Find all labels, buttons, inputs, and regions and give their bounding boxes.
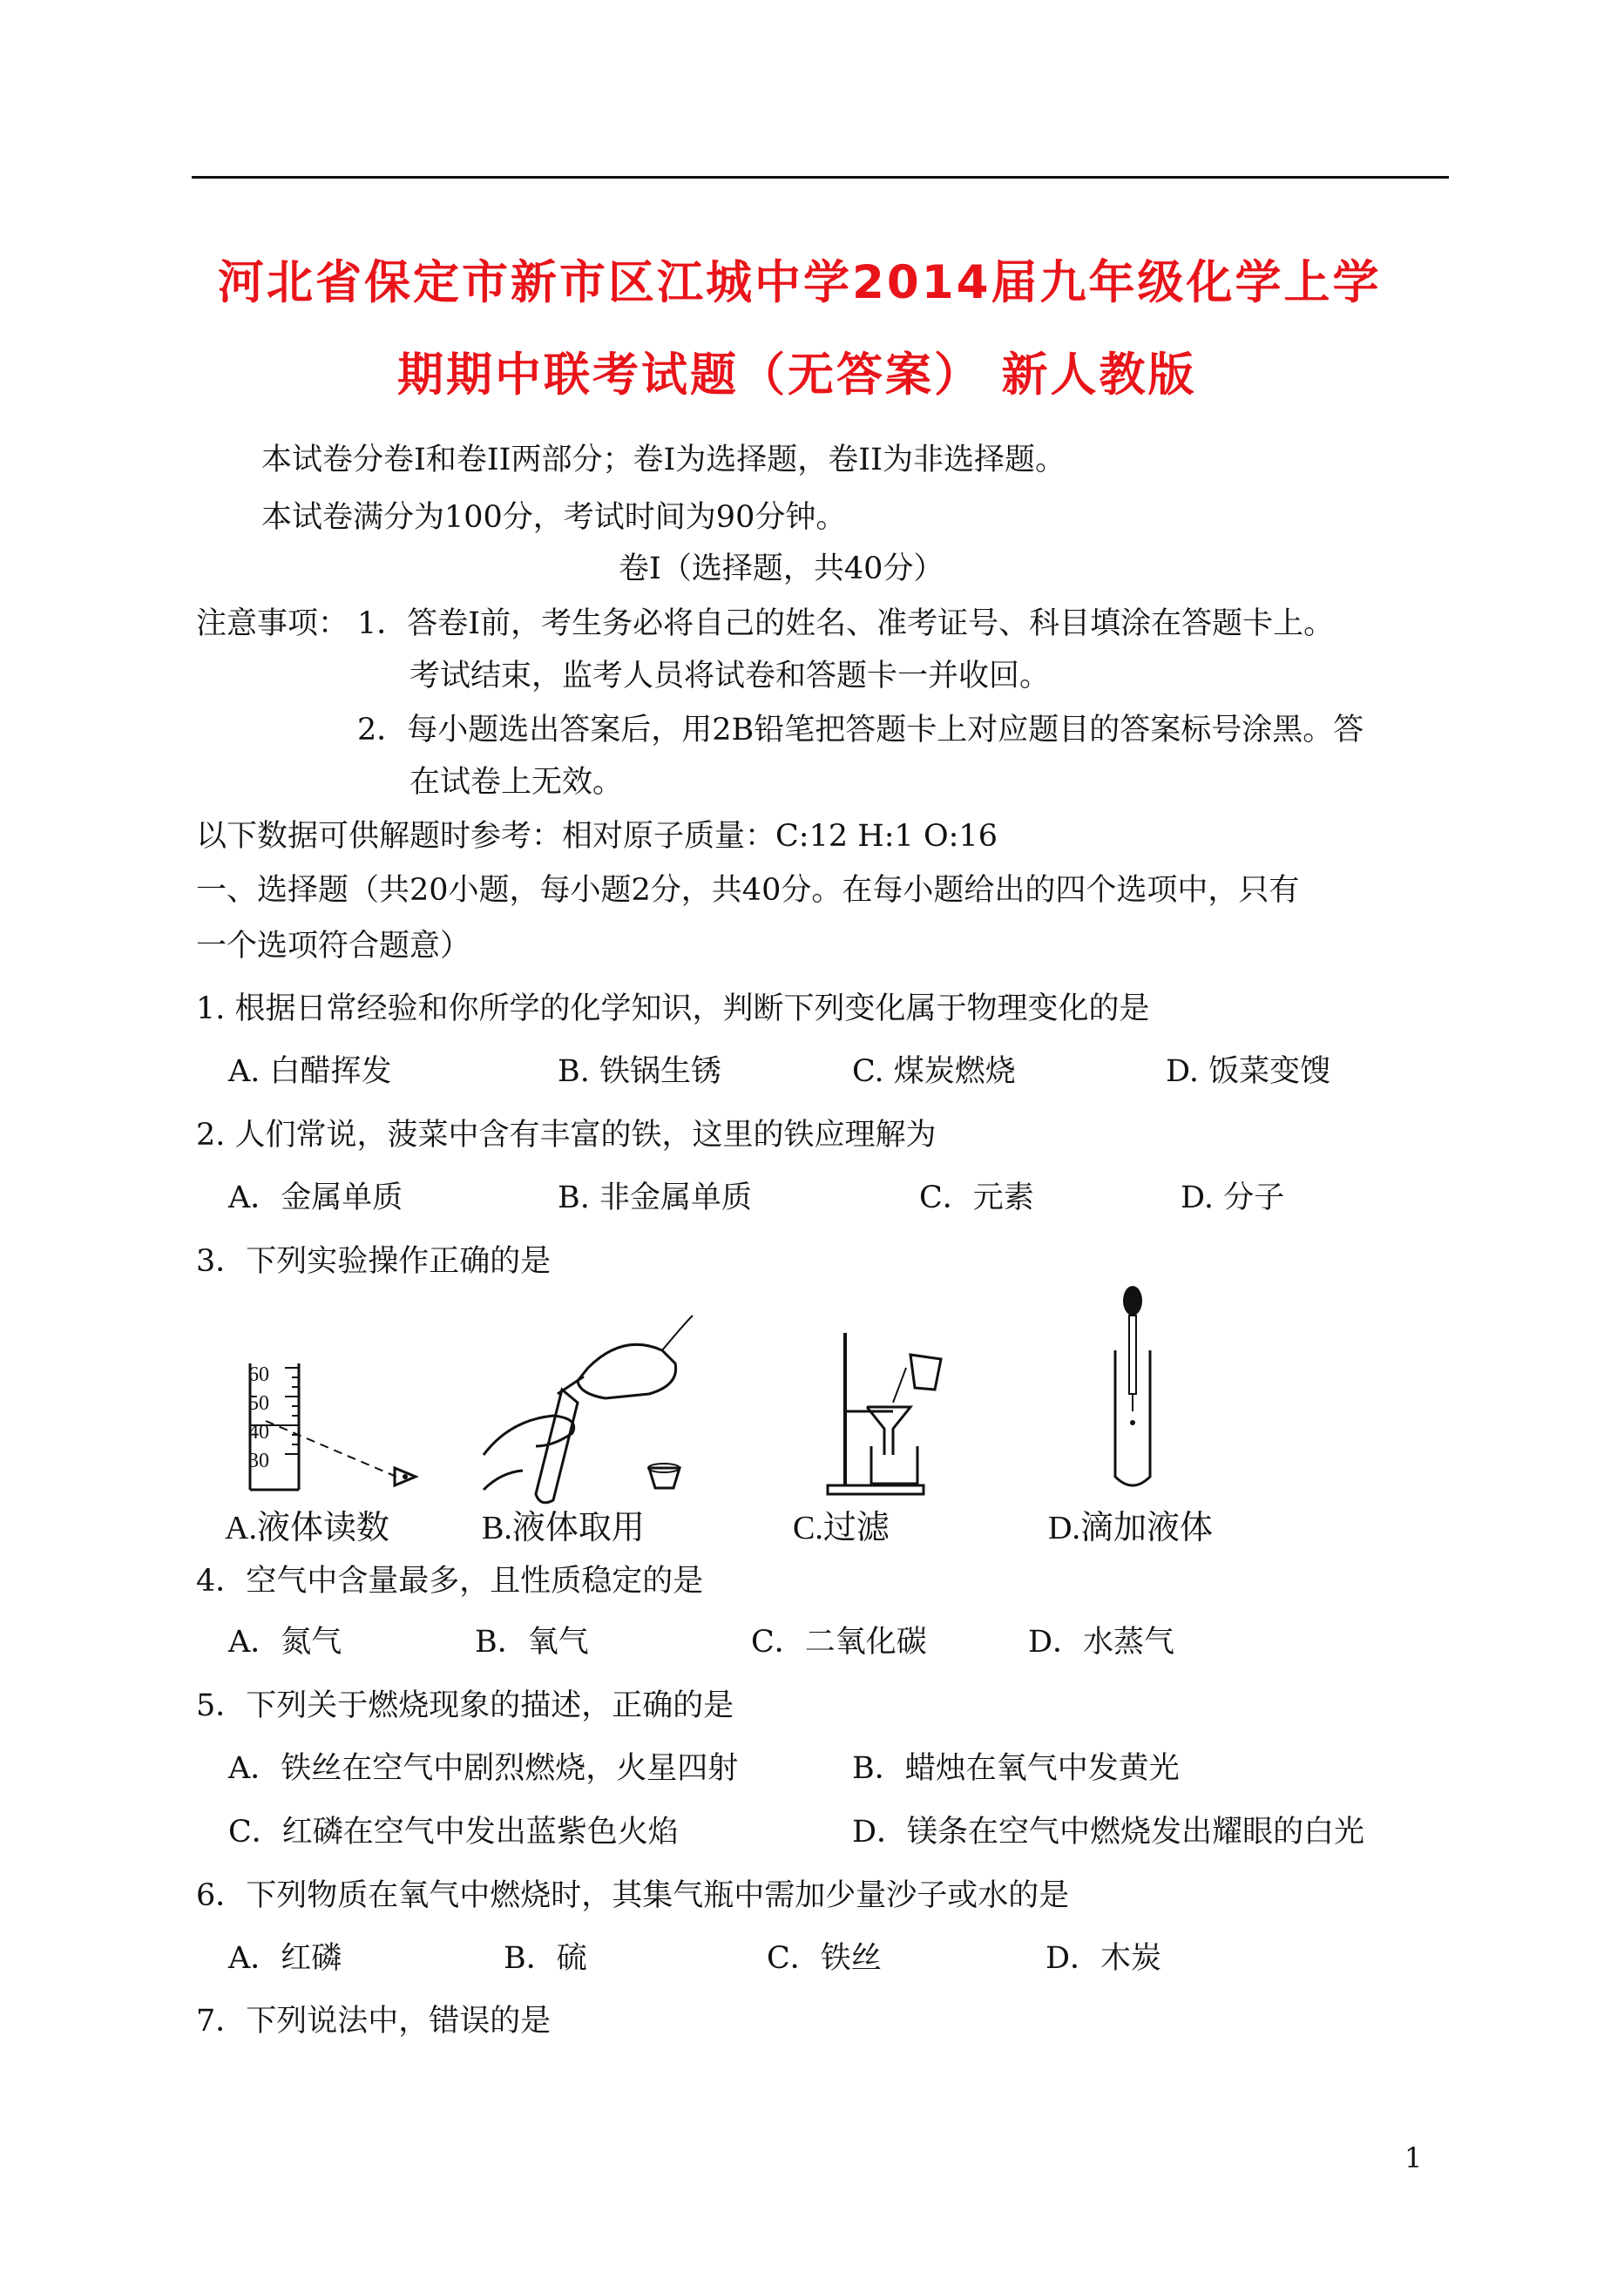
question-1-stem: 1. 根据日常经验和你所学的化学知识，判断下列变化属于物理变化的是 <box>196 991 1150 1026</box>
note-2-line-a: 2．每小题选出答案后，用2B铅笔把答题卡上对应题目的答案标号涂黑。答 <box>357 713 1364 747</box>
part1-line-1: 一、选择题（共20小题，每小题2分，共40分。在每小题给出的四个选项中，只有 <box>196 873 1300 908</box>
q2-option-d: D. 分子 <box>1181 1180 1285 1215</box>
question-2-stem: 2. 人们常说，菠菜中含有丰富的铁，这里的铁应理解为 <box>196 1118 937 1153</box>
q2-option-a: A．金属单质 <box>228 1180 403 1215</box>
scale-label-60: 60 <box>248 1363 269 1386</box>
q1-option-c: C. 煤炭燃烧 <box>852 1054 1016 1089</box>
q6-option-a: A．红磷 <box>228 1941 342 1976</box>
q4-option-b: B．氧气 <box>475 1625 589 1660</box>
notes-label: 注意事项： <box>196 606 349 641</box>
question-7-stem: 7．下列说法中，错误的是 <box>196 2004 551 2039</box>
q5-option-c: C．红磷在空气中发出蓝紫色火焰 <box>228 1815 679 1850</box>
part1-line-2: 一个选项符合题意） <box>196 929 471 964</box>
figure-d-dropping-liquid <box>1106 1285 1159 1494</box>
figure-a-caption: A.液体读数 <box>225 1510 389 1546</box>
header-rule <box>192 176 1449 179</box>
figure-d-caption: D.滴加液体 <box>1048 1510 1213 1546</box>
q4-option-d: D．水蒸气 <box>1028 1625 1175 1660</box>
question-5-stem: 5．下列关于燃烧现象的描述，正确的是 <box>196 1688 734 1723</box>
q1-option-d: D. 饭菜变馊 <box>1166 1054 1331 1089</box>
question-4-stem: 4．空气中含量最多，且性质稳定的是 <box>196 1564 704 1599</box>
scale-label-50: 50 <box>248 1392 269 1415</box>
figure-c-caption: C.过滤 <box>793 1510 890 1546</box>
q1-option-b: B. 铁锅生锈 <box>558 1054 721 1089</box>
scale-label-30: 30 <box>248 1450 269 1472</box>
q4-option-c: C．二氧化碳 <box>751 1625 927 1660</box>
scale-label-40: 40 <box>248 1421 269 1444</box>
note-2-line-b: 在试卷上无效。 <box>409 765 624 800</box>
figure-b-liquid-taking <box>475 1316 701 1512</box>
q1-option-a: A. 白醋挥发 <box>228 1054 392 1089</box>
figure-b-caption: B.液体取用 <box>482 1510 645 1546</box>
q5-option-d: D．镁条在空气中燃烧发出耀眼的白光 <box>852 1815 1365 1850</box>
q4-option-a: A．氮气 <box>228 1625 342 1660</box>
reference-data: 以下数据可供解题时参考：相对原子质量：C:12 H:1 O:16 <box>196 819 998 854</box>
intro-line-1: 本试卷分卷Ⅰ和卷II两部分；卷Ⅰ为选择题，卷II为非选择题。 <box>261 443 1066 477</box>
q5-option-a: A．铁丝在空气中剧烈燃烧，火星四射 <box>228 1751 739 1786</box>
note-1-line-a: 1．答卷Ⅰ前，考生务必将自己的姓名、准考证号、科目填涂在答题卡上。 <box>357 606 1335 641</box>
q2-option-b: B. 非金属单质 <box>558 1180 752 1215</box>
title-line-2: 期期中联考试题（无答案） 新人教版 <box>397 348 1197 402</box>
question-6-stem: 6．下列物质在氧气中燃烧时，其集气瓶中需加少量沙子或水的是 <box>196 1878 1070 1913</box>
page-number: 1 <box>1404 2141 1423 2175</box>
q6-option-c: C．铁丝 <box>767 1941 882 1976</box>
title-line-1: 河北省保定市新市区江城中学2014届九年级化学上学 <box>218 256 1382 309</box>
note-1-line-b: 考试结束，监考人员将试卷和答题卡一并收回。 <box>409 659 1051 693</box>
q5-option-b: B．蜡烛在氧气中发黄光 <box>852 1751 1180 1786</box>
intro-line-2: 本试卷满分为100分，考试时间为90分钟。 <box>261 500 847 535</box>
q6-option-d: D．木炭 <box>1045 1941 1162 1976</box>
q6-option-b: B．硫 <box>504 1941 587 1976</box>
q2-option-c: C．元素 <box>919 1180 1034 1215</box>
figure-c-filtration <box>823 1329 945 1498</box>
section-heading: 卷Ⅰ（选择题，共40分） <box>619 551 944 586</box>
question-3-stem: 3．下列实验操作正确的是 <box>196 1244 551 1279</box>
